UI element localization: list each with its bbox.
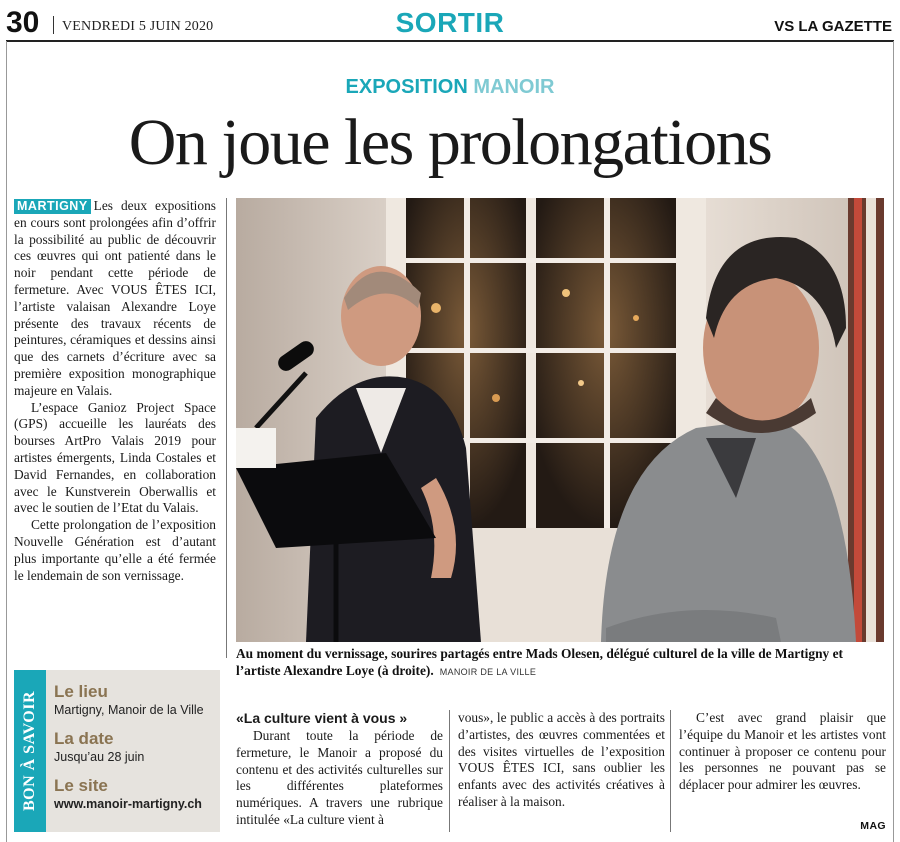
info-box-band (14, 670, 46, 832)
paragraph-gps: L’espace Ganioz Project Space (GPS) accueille les lauréats des bourses ArtPro Valais 2019 pour artistes émergents, Linda Costales et David Fernandes, en collaboration avec le Kunstverein Oberwallis et avec le soutien de l’Etat du Valais. (14, 399, 216, 516)
info-box-band-label: BON À SAVOIR (21, 690, 38, 812)
paragraph-nouvelle-generation: Cette prolongation de l’exposition Nouvelle Génération est d’autant plus importante qu’elle a été fermée le lendemain de son vernissage. (14, 517, 216, 583)
body-paragraph-4: C’est avec grand plaisir que l’équipe du Manoir et les artistes vont continuer à proposer ce contenu pour les personnes ne pouvant pas se déplacer pour admirer les œuvres. (679, 710, 886, 793)
lieu-label: Le lieu (54, 682, 108, 701)
publication-name: VS LA GAZETTE (774, 18, 892, 35)
body-column-4 (679, 710, 886, 794)
site-link[interactable]: www.manoir-martigny.ch (54, 797, 202, 811)
photo-credit: MANOIR DE LA VILLE (439, 666, 537, 677)
lead-column (14, 198, 216, 584)
body-paragraph-2: Durant toute la période de fermeture, le Manoir a proposé du contenu et des activités culturelles sur les différentes plateformes numériques. A travers une rubrique intitulée «La culture vient à (236, 728, 443, 827)
body-paragraph-3: vous», le public a accès à des portraits d’artistes, des œuvres commentées et des visites virtuelles de l’exposition VOUS ÊTES ICI, sans oublier les enfants avec des activités créatives à réaliser à la maison. (458, 710, 665, 809)
body-column-2 (236, 710, 443, 829)
kicker-exposition: EXPOSITION (345, 76, 468, 98)
kicker-manoir: MANOIR (473, 76, 555, 98)
article-headline: On joue les prolongations (128, 106, 772, 179)
article-subhead: «La culture vient à vous » (236, 710, 408, 726)
info-box-content (54, 682, 216, 823)
page-number: 30 (6, 6, 40, 39)
article-photo (236, 198, 884, 642)
column-rule (449, 710, 450, 832)
author-signature: MAG (860, 820, 886, 832)
body-column-3 (458, 710, 665, 811)
lead-paragraph (14, 198, 216, 400)
lead-text: Les deux expositions en cours sont prolongées afin d’offrir la possibilité au public de découvrir ces œuvres qui ont patienté dans le noir pendant cette période de fermeture. Avec VOUS ÊTES ICI, l’artiste valaisan Alexandre Loye présente des travaux récents de peintures, céramiques et dessins ainsi que des carnets d’écriture avec sa première exposition monographique majeure en Valais. (14, 198, 216, 398)
header-separator (53, 16, 54, 34)
location-tag: MARTIGNY (14, 199, 91, 214)
info-box (14, 670, 220, 832)
photo-caption (236, 646, 890, 680)
caption-text: Au moment du vernissage, sourires partagés entre Mads Olesen, délégué culturel de la ville de Martigny et l’artiste Alexandre Loye (à droite). (236, 646, 843, 678)
issue-date: VENDREDI 5 JUIN 2020 (62, 19, 214, 34)
article-kicker (0, 76, 900, 98)
date-value: Jusqu’au 28 juin (54, 750, 145, 764)
header-rule (6, 40, 894, 42)
column-rule (670, 710, 671, 832)
section-title: SORTIR (395, 7, 505, 38)
site-label: Le site (54, 776, 108, 795)
date-label: La date (54, 729, 114, 748)
column-rule (226, 198, 227, 658)
lieu-value: Martigny, Manoir de la Ville (54, 703, 204, 717)
